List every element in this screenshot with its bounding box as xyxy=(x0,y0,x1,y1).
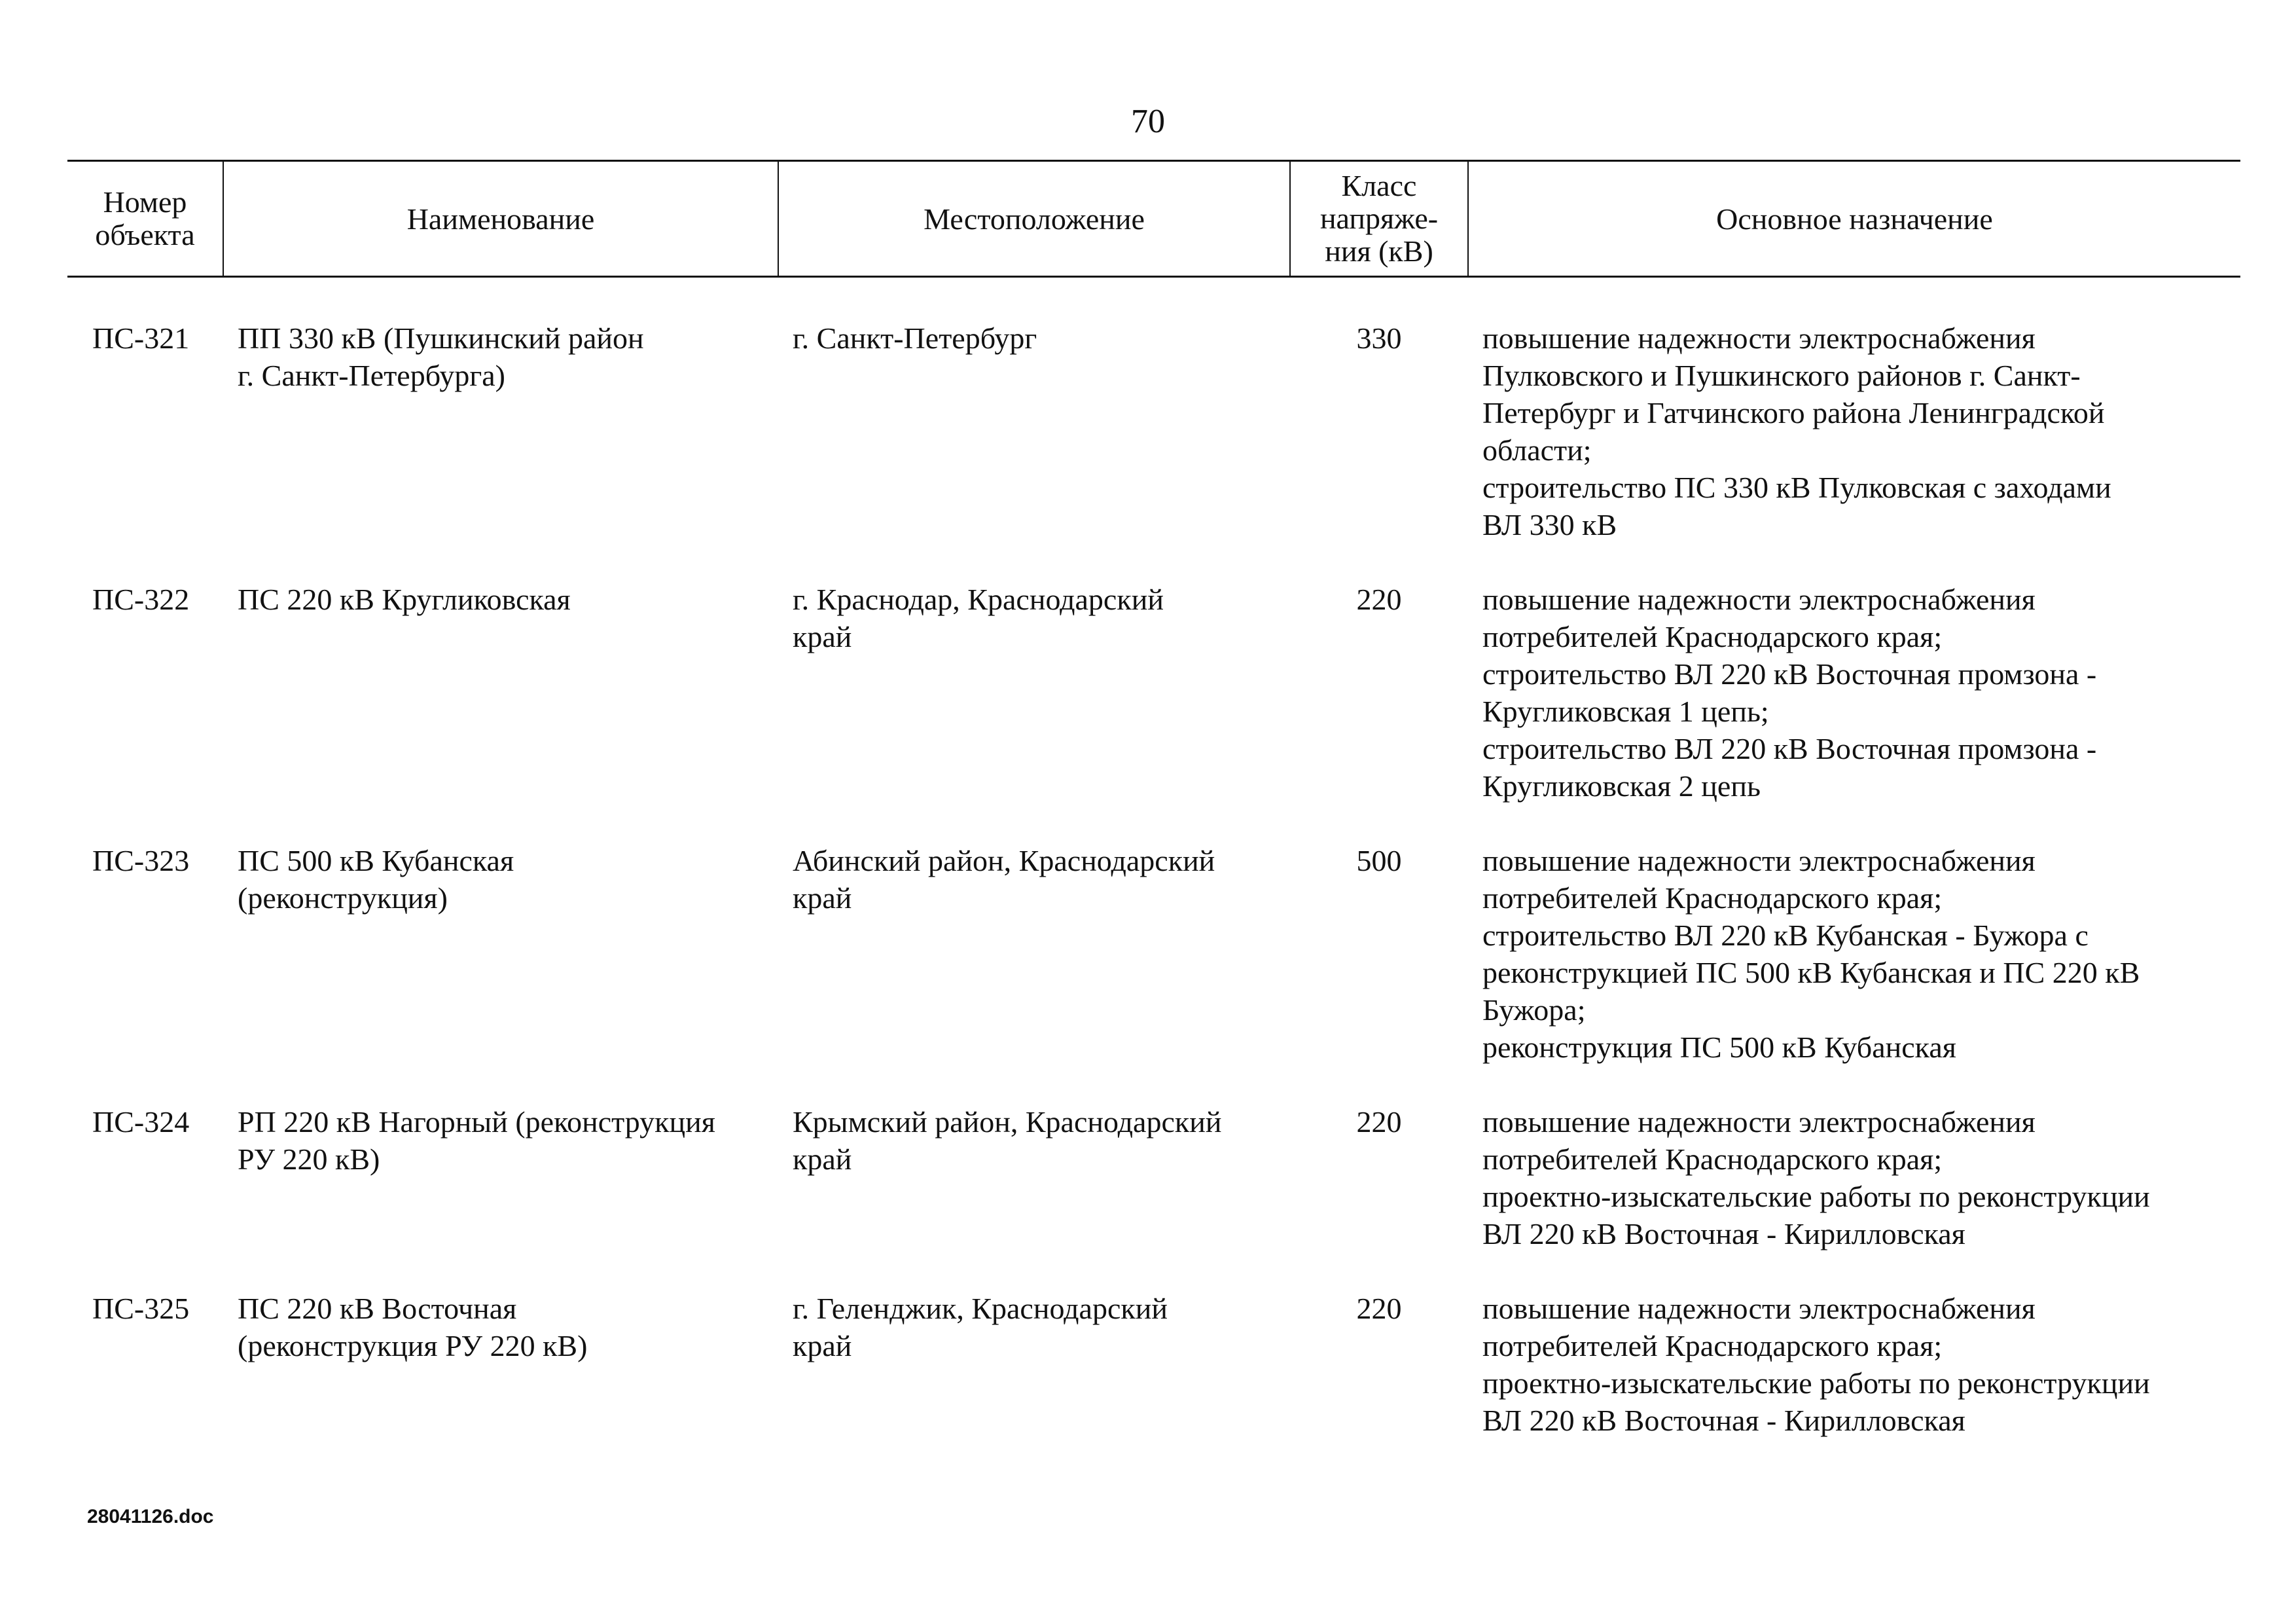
cell-purpose: повышение надежности электроснабжения потребителей Краснодарского края; проектно-изыскательские работы по реконструкции ВЛ 220 кВ Восточная - Кирилловская xyxy=(1482,1105,2150,1250)
header-voltage: Класс напряже- ния (кВ) xyxy=(1290,161,1468,277)
cell-voltage: 220 xyxy=(1356,1105,1402,1139)
cell-purpose: повышение надежности электроснабжения потребителей Краснодарского края; строительство ВЛ 220 кВ Восточная промзона - Кругликовская 1 цепь; строительство ВЛ 220 кВ Восточная промзона - Кругликовская 2 цепь xyxy=(1482,583,2097,803)
cell-purpose: повышение надежности электроснабжения Пулковского и Пушкинского районов г. Санкт- Петербург и Гатчинского района Ленинградской области; строительство ПС 330 кВ Пулковская с заходами ВЛ 330 кВ xyxy=(1482,321,2111,541)
cell-name: ПС 500 кВ Кубанская (реконструкция) xyxy=(238,844,514,915)
cell-name: РП 220 кВ Нагорный (реконструкция РУ 220 кВ) xyxy=(238,1105,715,1176)
cell-location: г. Краснодар, Краснодарский край xyxy=(793,583,1164,653)
cell-number: ПС-323 xyxy=(92,844,190,877)
cell-number: ПС-324 xyxy=(92,1105,190,1139)
cell-purpose: повышение надежности электроснабжения потребителей Краснодарского края; строительство ВЛ 220 кВ Кубанская - Бужора с реконструкцией ПС 500 кВ Кубанская и ПС 220 кВ Бужора; реконструкция ПС 500 кВ Кубанская xyxy=(1482,844,2140,1064)
cell-purpose: повышение надежности электроснабжения потребителей Краснодарского края; проектно-изыскательские работы по реконструкции ВЛ 220 кВ Восточная - Кирилловская xyxy=(1482,1292,2150,1437)
cell-location: г. Санкт-Петербург xyxy=(793,321,1037,355)
table-header xyxy=(67,161,2240,277)
cell-location: г. Геленджик, Краснодарский край xyxy=(793,1292,1168,1362)
cell-voltage: 220 xyxy=(1356,583,1402,616)
table-row xyxy=(67,1103,2240,1252)
cell-number: ПС-321 xyxy=(92,321,190,355)
cell-location: Крымский район, Краснодарский край xyxy=(793,1105,1222,1176)
cell-name: ПС 220 кВ Кругликовская xyxy=(238,583,571,616)
cell-voltage: 500 xyxy=(1356,844,1402,877)
footer-filename: 28041126.doc xyxy=(87,1506,214,1527)
header-name: Наименование xyxy=(223,161,778,277)
objects-table xyxy=(67,160,2240,1439)
cell-name: ПС 220 кВ Восточная (реконструкция РУ 220 кВ) xyxy=(238,1292,588,1362)
table-row xyxy=(67,319,2240,543)
page-number: 70 xyxy=(1131,103,1165,140)
table-row xyxy=(67,842,2240,1066)
table-row xyxy=(67,581,2240,805)
header-number: Номер объекта xyxy=(67,161,223,277)
cell-number: ПС-322 xyxy=(92,583,190,616)
cell-name: ПП 330 кВ (Пушкинский район г. Санкт-Петербурга) xyxy=(238,321,644,392)
cell-voltage: 330 xyxy=(1356,321,1402,355)
header-purpose: Основное назначение xyxy=(1468,161,2240,277)
cell-number: ПС-325 xyxy=(92,1292,190,1325)
header-location: Местоположение xyxy=(778,161,1290,277)
cell-location: Абинский район, Краснодарский край xyxy=(793,844,1215,915)
cell-voltage: 220 xyxy=(1356,1292,1402,1325)
table-row xyxy=(67,1290,2240,1439)
